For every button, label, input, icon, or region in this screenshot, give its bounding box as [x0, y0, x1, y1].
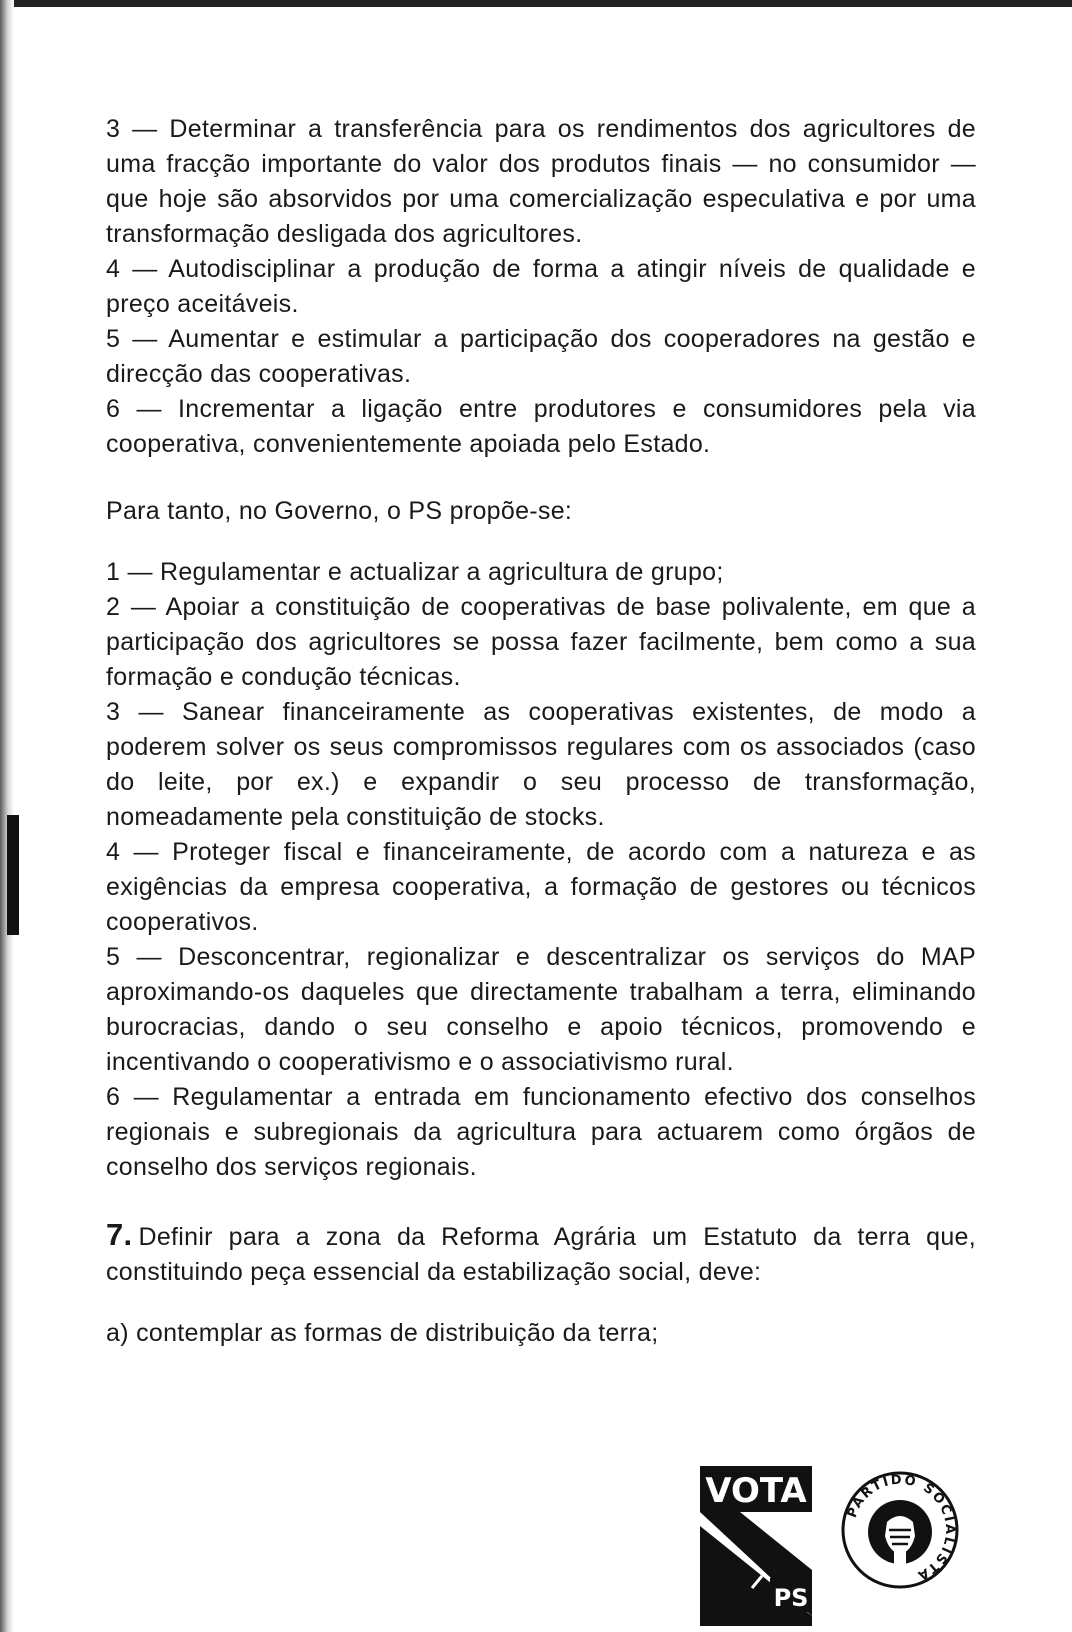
paragraph-b1: 1 — Regulamentar e actualizar a agricultura de grupo;	[106, 558, 724, 586]
ps-seal-logo	[840, 1470, 960, 1590]
section-7-text: Definir para a zona da Reforma Agrária um Estatuto da terra que, constituindo peça essencial da estabilização social, deve:	[106, 1223, 976, 1286]
spacer	[106, 1185, 976, 1217]
section-7-number: 7.	[106, 1217, 133, 1252]
paragraph-b4: 4 — Proteger fiscal e financeiramente, de acordo com a natureza e as exigências da empresa cooperativa, a formação de gestores ou técnicos cooperativos.	[106, 838, 976, 936]
spacer	[106, 529, 976, 555]
section-7	[106, 1217, 976, 1290]
paragraph-a5: 5 — Aumentar e estimular a participação dos cooperadores na gestão e direcção das cooperativas.	[106, 325, 976, 388]
scan-top-edge	[0, 0, 1072, 7]
paragraph-b5: 5 — Desconcentrar, regionalizar e descentralizar os serviços do MAP aproximando-os daqueles que directamente trabalham a terra, eliminando burocracias, dando o seu conselho e apoio técnicos, promovendo e incentivando o cooperativismo e o associativismo rural.	[106, 943, 976, 1076]
ps-text: PS	[773, 1584, 809, 1612]
spacer	[106, 1290, 976, 1316]
spacer	[106, 462, 976, 494]
scan-binding-mark	[7, 815, 19, 935]
vota-ps-logo	[700, 1466, 812, 1626]
vota-text: VOTA	[705, 1471, 807, 1511]
paragraph-a6: 6 — Incrementar a ligação entre produtores e consumidores pela via cooperativa, convenientemente apoiada pelo Estado.	[106, 395, 976, 458]
footer-logos	[700, 1466, 1000, 1626]
paragraph-b2: 2 — Apoiar a constituição de cooperativas de base polivalente, em que a participação dos agricultores se possa fazer facilmente, bem como a sua formação e condução técnicas.	[106, 593, 976, 691]
paragraph-b3: 3 — Sanear financeiramente as cooperativas existentes, de modo a poderem solver os seus compromissos regulares com os associados (caso do leite, por ex.) e expandir o seu processo de transformação, nomeadamente pela constituição de stocks.	[106, 698, 976, 831]
paragraph-b6: 6 — Regulamentar a entrada em funcionamento efectivo dos conselhos regionais e subregionais da agricultura para actuarem como órgãos de conselho dos serviços regionais.	[106, 1083, 976, 1181]
item-a: a) contemplar as formas de distribuição da terra;	[106, 1319, 659, 1347]
document-body	[106, 112, 976, 1351]
paragraph-a3: 3 — Determinar a transferência para os rendimentos dos agricultores de uma fracção importante do valor dos produtos finais — no consumidor — que hoje são absorvidos por uma comercialização especulativa e por uma transformação desligada dos agricultores.	[106, 115, 976, 248]
intro-line: Para tanto, no Governo, o PS propõe-se:	[106, 497, 573, 525]
seal-text: PARTIDO SOCIALISTA	[844, 1472, 958, 1584]
paragraph-a4: 4 — Autodisciplinar a produção de forma a atingir níveis de qualidade e preço aceitáveis.	[106, 255, 976, 318]
